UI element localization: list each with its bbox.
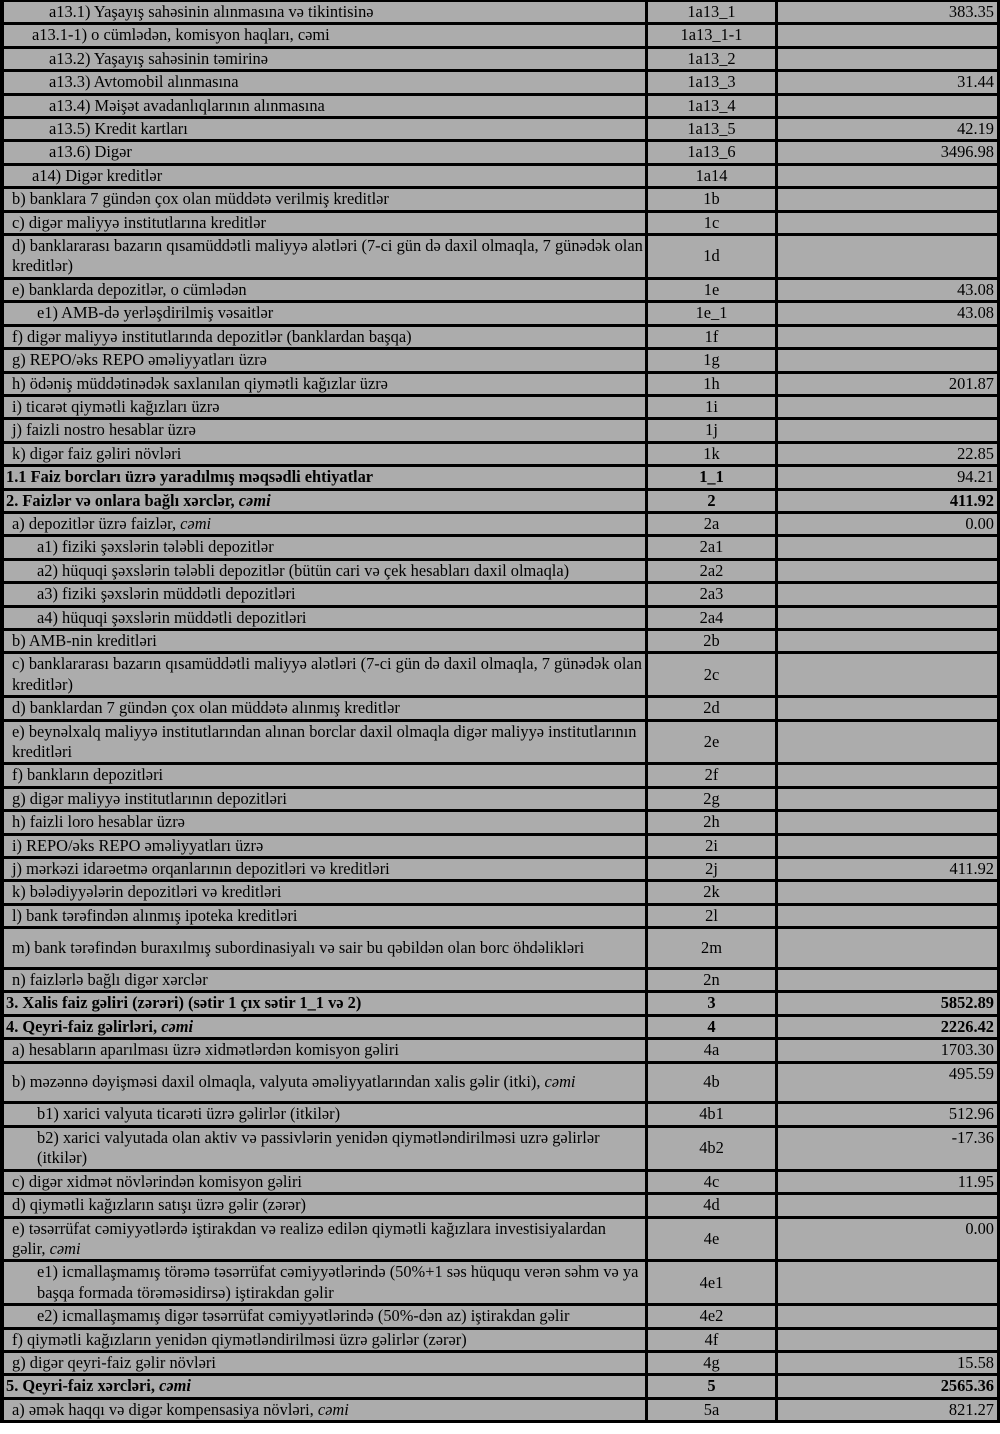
table-row xyxy=(4,397,997,420)
row-code: 2j xyxy=(645,859,778,882)
row-code: 1i xyxy=(645,397,778,420)
row-value: 411.92 xyxy=(778,859,997,882)
table-row xyxy=(4,1306,997,1329)
row-code: 4b2 xyxy=(645,1128,778,1172)
row-value xyxy=(778,1306,997,1329)
row-label-text: a13.4) Məişət avadanlıqlarının alınmasına xyxy=(49,95,325,115)
row-label xyxy=(4,970,645,993)
row-label xyxy=(4,2,645,25)
row-value xyxy=(778,25,997,48)
row-label-italic-suffix: cəmi xyxy=(49,1238,81,1258)
row-value xyxy=(778,1330,997,1353)
row-label xyxy=(4,1104,645,1127)
table-row xyxy=(4,142,997,165)
row-label xyxy=(4,213,645,236)
report-table-body xyxy=(4,2,997,1423)
row-label xyxy=(4,722,645,766)
row-code: 1c xyxy=(645,213,778,236)
table-row xyxy=(4,166,997,189)
row-label-text: e1) icmallaşmamış törəmə təsərrüfat cəmiyyətlərində (50%+1 səs hüququ verən səhm və ya başqa formada törəməsidirsə) iştirakdan gəlir xyxy=(37,1262,639,1302)
row-label xyxy=(4,1128,645,1172)
row-label xyxy=(4,327,645,350)
row-value xyxy=(778,327,997,350)
table-row xyxy=(4,491,997,514)
table-row xyxy=(4,929,997,970)
row-code: 2b xyxy=(645,631,778,654)
row-label-text: m) bank tərəfindən buraxılmış subordinasiyalı və sair bu qəbildən olan borc öhdəlikləri xyxy=(12,937,585,957)
row-value xyxy=(778,765,997,788)
row-label xyxy=(4,1376,645,1399)
table-row xyxy=(4,1172,997,1195)
row-label-italic-suffix: cəmi xyxy=(159,1376,191,1396)
row-label-text: a4) hüquqi şəxslərin müddətli depozitləri xyxy=(37,607,307,627)
table-row xyxy=(4,836,997,859)
row-code: 3 xyxy=(645,993,778,1016)
row-code: 1a13_6 xyxy=(645,142,778,165)
row-label-text: g) REPO/əks REPO əməliyyatları üzrə xyxy=(12,350,267,370)
row-code: 4c xyxy=(645,1172,778,1195)
row-value xyxy=(778,1262,997,1306)
row-value xyxy=(778,631,997,654)
row-label xyxy=(4,397,645,420)
table-row xyxy=(4,444,997,467)
row-value xyxy=(778,906,997,929)
row-label-text: b) banklara 7 gündən çox olan müddətə verilmiş kreditlər xyxy=(12,189,389,209)
row-value: 15.58 xyxy=(778,1353,997,1376)
table-row xyxy=(4,420,997,443)
row-code: 1a14 xyxy=(645,166,778,189)
row-code: 4 xyxy=(645,1017,778,1040)
row-value: 821.27 xyxy=(778,1400,997,1423)
row-code: 2c xyxy=(645,654,778,698)
row-label-text: 4. Qeyri-faiz gəlirləri, xyxy=(6,1016,162,1036)
table-row xyxy=(4,2,997,25)
row-label-text: b) məzənnə dəyişməsi daxil olmaqla, valyuta əməliyyatlarından xalis gəlir (itki), xyxy=(12,1072,545,1092)
row-label-text: e) təsərrüfat cəmiyyətlərdə iştirakdan və realizə edilən qiymətli kağızlara investisiyalardan gəlir, xyxy=(12,1218,606,1258)
row-label-italic-suffix: cəmi xyxy=(238,490,271,510)
row-label-text: j) mərkəzi idarəetmə orqanlarının depozitləri və kreditləri xyxy=(12,859,390,879)
table-row xyxy=(4,374,997,397)
row-label xyxy=(4,789,645,812)
row-code: 4e1 xyxy=(645,1262,778,1306)
row-label xyxy=(4,374,645,397)
row-label-text: e1) AMB-də yerləşdirilmiş vəsaitlər xyxy=(37,303,274,323)
row-label xyxy=(4,608,645,631)
row-label-text: e) banklarda depozitlər, o cümlədən xyxy=(12,279,247,299)
row-value xyxy=(778,812,997,835)
row-code: 4f xyxy=(645,1330,778,1353)
row-value: 201.87 xyxy=(778,374,997,397)
row-label-text: h) faizli loro hesablar üzrə xyxy=(12,812,185,832)
table-row xyxy=(4,467,997,490)
row-code: 1a13_1 xyxy=(645,2,778,25)
table-row xyxy=(4,584,997,607)
row-value: 94.21 xyxy=(778,467,997,490)
row-code: 2a xyxy=(645,514,778,537)
row-label-italic-suffix: cəmi xyxy=(317,1399,349,1419)
row-label xyxy=(4,49,645,72)
table-row xyxy=(4,213,997,236)
table-row xyxy=(4,608,997,631)
row-value: 3496.98 xyxy=(778,142,997,165)
row-label-text: e) beynəlxalq maliyyə institutlarından alınan borclar daxil olmaqla digər maliyyə institutlarının kreditləri xyxy=(12,721,637,761)
row-label xyxy=(4,929,645,970)
row-code: 1e_1 xyxy=(645,303,778,326)
table-row xyxy=(4,1017,997,1040)
table-row xyxy=(4,561,997,584)
row-code: 1h xyxy=(645,374,778,397)
row-label xyxy=(4,189,645,212)
row-code: 1a13_5 xyxy=(645,119,778,142)
row-label-italic-suffix: cəmi xyxy=(544,1072,576,1092)
row-code: 2l xyxy=(645,906,778,929)
row-value xyxy=(778,882,997,905)
row-value: 43.08 xyxy=(778,303,997,326)
row-label-text: a13.6) Digər xyxy=(49,142,132,162)
row-value: 31.44 xyxy=(778,72,997,95)
row-label-text: a) depozitlər üzrə faizlər, xyxy=(12,513,181,533)
row-value: 0.00 xyxy=(778,1219,997,1263)
table-row xyxy=(4,993,997,1016)
row-label-text: n) faizlərlə bağlı digər xərclər xyxy=(12,970,208,990)
row-code: 1k xyxy=(645,444,778,467)
row-value: 22.85 xyxy=(778,444,997,467)
row-label-text: 3. Xalis faiz gəliri (zərəri) (sətir 1 çıx sətir 1_1 və 2) xyxy=(6,993,362,1013)
row-code: 2 xyxy=(645,491,778,514)
row-label-text: a13.1-1) o cümlədən, komisyon haqları, cəmi xyxy=(32,25,330,45)
row-label xyxy=(4,444,645,467)
row-label-italic-suffix: cəmi xyxy=(180,513,212,533)
row-code: 1_1 xyxy=(645,467,778,490)
row-code: 1g xyxy=(645,350,778,373)
table-row xyxy=(4,236,997,280)
table-row xyxy=(4,1400,997,1423)
row-label xyxy=(4,1306,645,1329)
row-label xyxy=(4,1040,645,1063)
table-row xyxy=(4,350,997,373)
table-row xyxy=(4,859,997,882)
row-label xyxy=(4,631,645,654)
row-label-text: g) digər qeyri-faiz gəlir növləri xyxy=(12,1352,216,1372)
row-label-text: j) faizli nostro hesablar üzrə xyxy=(12,420,196,440)
row-code: 2f xyxy=(645,765,778,788)
row-value xyxy=(778,722,997,766)
row-code: 2g xyxy=(645,789,778,812)
row-code: 5 xyxy=(645,1376,778,1399)
row-label xyxy=(4,1064,645,1105)
table-row xyxy=(4,1262,997,1306)
row-value xyxy=(778,1195,997,1218)
row-value xyxy=(778,236,997,280)
table-row xyxy=(4,722,997,766)
row-label-text: k) bələdiyyələrin depozitləri və kreditləri xyxy=(12,882,282,902)
row-code: 1d xyxy=(645,236,778,280)
row-value: -17.36 xyxy=(778,1128,997,1172)
row-label-text: a13.3) Avtomobil alınmasına xyxy=(49,72,239,92)
row-label-text: a13.5) Kredit kartları xyxy=(49,119,188,139)
row-label-text: h) ödəniş müddətinədək saxlanılan qiymətli kağızlar üzrə xyxy=(12,373,388,393)
table-row xyxy=(4,514,997,537)
row-value: 2226.42 xyxy=(778,1017,997,1040)
row-label-text: c) digər xidmət növlərindən komisyon gəliri xyxy=(12,1171,302,1191)
row-code: 4d xyxy=(645,1195,778,1218)
row-label-text: b1) xarici valyuta ticarəti üzrə gəlirlər (itkilər) xyxy=(37,1104,341,1124)
table-row xyxy=(4,906,997,929)
table-row xyxy=(4,1376,997,1399)
row-code: 4b1 xyxy=(645,1104,778,1127)
row-value xyxy=(778,929,997,970)
row-value: 43.08 xyxy=(778,280,997,303)
row-label xyxy=(4,420,645,443)
row-value: 42.19 xyxy=(778,119,997,142)
row-value xyxy=(778,350,997,373)
row-label-text: g) digər maliyyə institutlarının depozitləri xyxy=(12,788,287,808)
row-value xyxy=(778,654,997,698)
row-label xyxy=(4,236,645,280)
row-label-text: d) qiymətli kağızların satışı üzrə gəlir (zərər) xyxy=(12,1195,306,1215)
row-label xyxy=(4,1330,645,1353)
row-value xyxy=(778,561,997,584)
row-label-text: a13.1) Yaşayış sahəsinin alınmasına və tikintisinə xyxy=(49,2,374,21)
row-label-text: e2) icmallaşmamış digər təsərrüfat cəmiyyətlərində (50%-dən az) iştirakdan gəlir xyxy=(37,1306,570,1326)
row-label xyxy=(4,491,645,514)
row-label xyxy=(4,1400,645,1423)
row-code: 2e xyxy=(645,722,778,766)
table-row xyxy=(4,1104,997,1127)
row-label-text: a3) fiziki şəxslərin müddətli depozitləri xyxy=(37,584,296,604)
table-row xyxy=(4,1128,997,1172)
row-label xyxy=(4,1172,645,1195)
row-code: 2a2 xyxy=(645,561,778,584)
row-label xyxy=(4,537,645,560)
row-label xyxy=(4,25,645,48)
row-label xyxy=(4,561,645,584)
row-code: 4g xyxy=(645,1353,778,1376)
row-label xyxy=(4,1017,645,1040)
row-label-text: f) bankların depozitləri xyxy=(12,765,164,785)
table-row xyxy=(4,970,997,993)
table-row xyxy=(4,1040,997,1063)
table-row xyxy=(4,303,997,326)
row-label xyxy=(4,765,645,788)
table-row xyxy=(4,1330,997,1353)
row-label-text: 1.1 Faiz borcları üzrə yaradılmış məqsədli ehtiyatlar xyxy=(6,467,374,487)
row-label-text: l) bank tərəfindən alınmış ipoteka kreditləri xyxy=(12,905,298,925)
row-value xyxy=(778,96,997,119)
table-row xyxy=(4,1195,997,1218)
row-code: 2d xyxy=(645,698,778,721)
row-code: 1a13_2 xyxy=(645,49,778,72)
row-label-text: a) əmək haqqı və digər kompensasiya növləri, xyxy=(12,1399,318,1419)
table-row xyxy=(4,812,997,835)
row-value xyxy=(778,584,997,607)
row-code: 2i xyxy=(645,836,778,859)
row-label-text: 5. Qeyri-faiz xərcləri, xyxy=(6,1376,160,1396)
row-code: 5a xyxy=(645,1400,778,1423)
row-label xyxy=(4,698,645,721)
table-row xyxy=(4,25,997,48)
row-code: 4e2 xyxy=(645,1306,778,1329)
row-value xyxy=(778,537,997,560)
row-label-text: a) hesabların aparılması üzrə xidmətlərdən komisyon gəliri xyxy=(12,1040,399,1060)
row-label-text: a1) fiziki şəxslərin tələbli depozitlər xyxy=(37,537,274,557)
row-value: 383.35 xyxy=(778,2,997,25)
row-label-text: 2. Faizlər və onlara bağlı xərclər, xyxy=(6,490,239,510)
row-label xyxy=(4,993,645,1016)
row-label-text: a2) hüquqi şəxslərin tələbli depozitlər (bütün cari və çek hesabları daxil olmaqla) xyxy=(37,560,570,580)
row-label xyxy=(4,303,645,326)
row-code: 2n xyxy=(645,970,778,993)
table-row xyxy=(4,882,997,905)
row-value xyxy=(778,608,997,631)
row-label-text: a14) Digər kreditlər xyxy=(32,165,163,185)
row-label xyxy=(4,166,645,189)
row-label-text: d) banklararası bazarın qısamüddətli maliyyə alətləri (7-ci gün də daxil olmaqla, 7 günədək olan kreditlər) xyxy=(12,236,643,276)
row-value xyxy=(778,789,997,812)
row-value xyxy=(778,836,997,859)
row-label xyxy=(4,882,645,905)
table-row xyxy=(4,698,997,721)
row-value: 11.95 xyxy=(778,1172,997,1195)
table-row xyxy=(4,189,997,212)
row-label-text: c) banklararası bazarın qısamüddətli maliyyə alətləri (7-ci gün də daxil olmaqla, 7 günədək olan kreditlər) xyxy=(12,654,642,694)
row-label-text: b2) xarici valyutada olan aktiv və passivlərin yenidən qiymətləndirilməsi uzrə gəlirlər (itkilər) xyxy=(37,1127,600,1168)
row-label xyxy=(4,1219,645,1263)
row-label xyxy=(4,584,645,607)
row-value: 5852.89 xyxy=(778,993,997,1016)
row-value xyxy=(778,189,997,212)
row-value: 512.96 xyxy=(778,1104,997,1127)
row-label xyxy=(4,906,645,929)
row-value xyxy=(778,49,997,72)
row-code: 2a4 xyxy=(645,608,778,631)
row-code: 4b xyxy=(645,1064,778,1105)
row-value: 0.00 xyxy=(778,514,997,537)
row-value xyxy=(778,166,997,189)
row-code: 1b xyxy=(645,189,778,212)
row-value: 1703.30 xyxy=(778,1040,997,1063)
row-value xyxy=(778,970,997,993)
row-label xyxy=(4,72,645,95)
row-label xyxy=(4,350,645,373)
row-label xyxy=(4,96,645,119)
row-label xyxy=(4,859,645,882)
row-value: 411.92 xyxy=(778,491,997,514)
row-label xyxy=(4,1353,645,1376)
row-label xyxy=(4,654,645,698)
row-code: 2a1 xyxy=(645,537,778,560)
table-row xyxy=(4,1064,997,1105)
row-value xyxy=(778,213,997,236)
table-row xyxy=(4,327,997,350)
row-label-text: f) digər maliyyə institutlarında depozitlər (banklardan başqa) xyxy=(12,326,412,346)
row-code: 2m xyxy=(645,929,778,970)
table-row xyxy=(4,654,997,698)
row-value xyxy=(778,420,997,443)
row-label-text: f) qiymətli kağızların yenidən qiymətləndirilməsi üzrə gəlirlər (zərər) xyxy=(12,1329,467,1349)
row-label-text: c) digər maliyyə institutlarına kreditlər xyxy=(12,212,266,232)
table-row xyxy=(4,1353,997,1376)
row-code: 1a13_1-1 xyxy=(645,25,778,48)
row-label-text: a13.2) Yaşayış sahəsinin təmirinə xyxy=(49,48,268,68)
row-code: 1f xyxy=(645,327,778,350)
table-row xyxy=(4,119,997,142)
row-label xyxy=(4,1195,645,1218)
row-code: 1e xyxy=(645,280,778,303)
row-label-text: k) digər faiz gəliri növləri xyxy=(12,443,182,463)
row-value: 495.59 xyxy=(778,1064,997,1105)
row-label xyxy=(4,280,645,303)
row-label xyxy=(4,514,645,537)
row-value xyxy=(778,397,997,420)
row-code: 1a13_3 xyxy=(645,72,778,95)
row-label xyxy=(4,467,645,490)
row-value: 2565.36 xyxy=(778,1376,997,1399)
row-code: 1a13_4 xyxy=(645,96,778,119)
table-row xyxy=(4,72,997,95)
row-label-text: d) banklardan 7 gündən çox olan müddətə alınmış kreditlər xyxy=(12,698,400,718)
row-label xyxy=(4,836,645,859)
row-label-text: i) REPO/əks REPO əməliyyatları üzrə xyxy=(12,835,264,855)
table-row xyxy=(4,537,997,560)
row-value xyxy=(778,698,997,721)
row-label xyxy=(4,1262,645,1306)
row-code: 2a3 xyxy=(645,584,778,607)
row-label xyxy=(4,142,645,165)
row-code: 4a xyxy=(645,1040,778,1063)
row-label-italic-suffix: cəmi xyxy=(161,1016,194,1036)
table-row xyxy=(4,631,997,654)
row-code: 2h xyxy=(645,812,778,835)
table-row xyxy=(4,789,997,812)
row-code: 4e xyxy=(645,1219,778,1263)
row-label xyxy=(4,812,645,835)
row-label xyxy=(4,119,645,142)
row-code: 2k xyxy=(645,882,778,905)
row-label-text: i) ticarət qiymətli kağızları üzrə xyxy=(12,396,220,416)
table-row xyxy=(4,280,997,303)
table-row xyxy=(4,49,997,72)
table-row xyxy=(4,96,997,119)
row-code: 1j xyxy=(645,420,778,443)
row-label-text: b) AMB-nin kreditləri xyxy=(12,630,157,650)
table-row xyxy=(4,1219,997,1263)
table-row xyxy=(4,765,997,788)
